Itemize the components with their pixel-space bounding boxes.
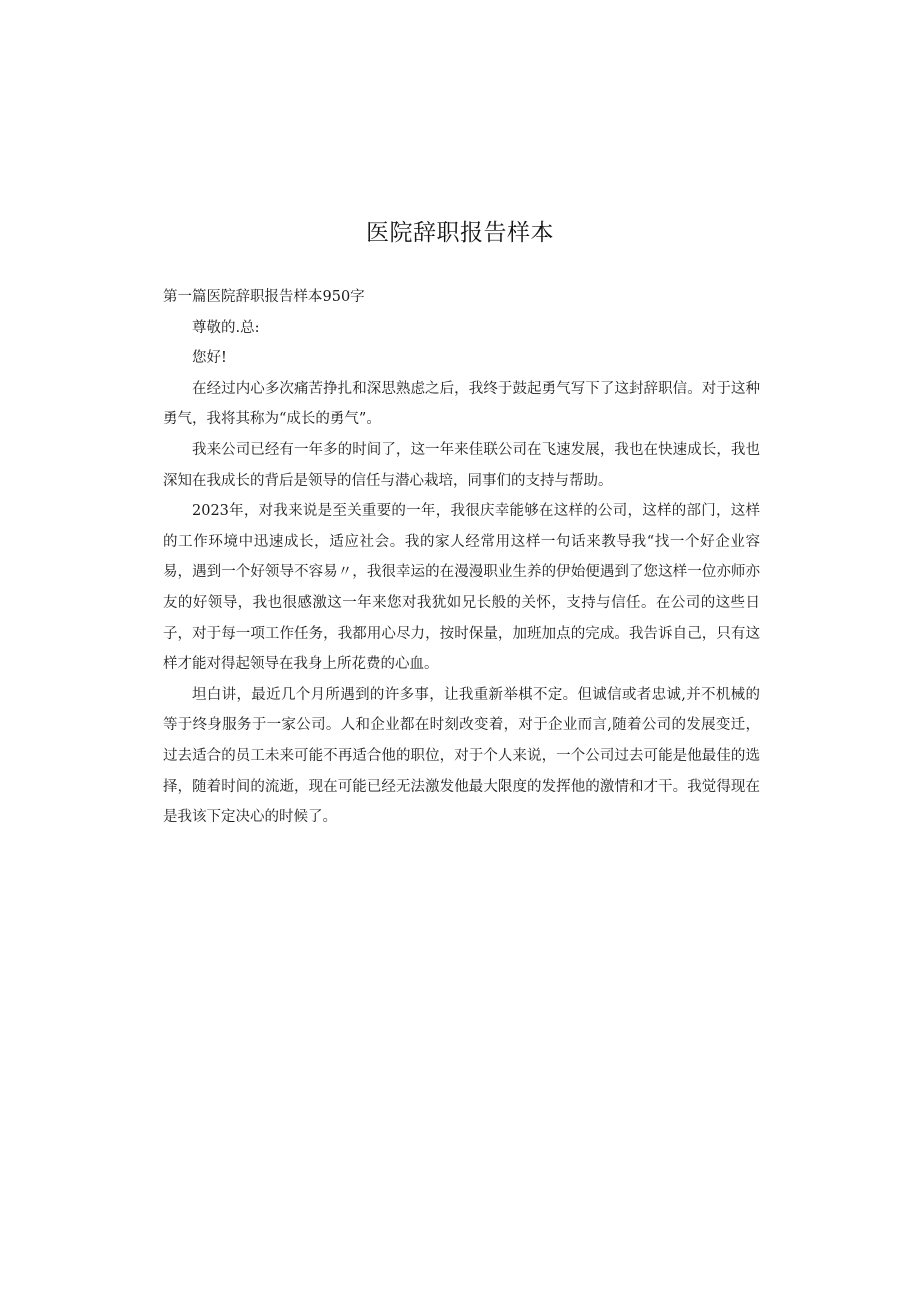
body-paragraph: 坦白讲，最近几个月所遇到的许多事，让我重新举棋不定。但诚信或者忠诚,并不机械的等于终身服务于一家公司。人和企业都在时刻改变着，对于企业而言,随着公司的发展变迁，过去适合的员工未来可能不再适合他的职位，对于个人来说，一个公司过去可能是他最佳的选择，随着时间的流逝，现在可能已经无法激发他最大限度的发挥他的激情和才干。我觉得现在是我该下定决心的时候了。 [163,686,760,826]
section-heading: 第一篇医院辞职报告样本950字 [163,289,365,305]
document-body [163,282,760,833]
body-paragraph: 我来公司已经有一年多的时间了，这一年来佳联公司在飞速发展，我也在快速成长，我也深知在我成长的背后是领导的信任与潜心栽培，同事们的支持与帮助。 [163,441,760,489]
greeting: 您好! [192,350,227,367]
body-paragraph: 在经过内心多次痛苦挣扎和深思熟虑之后，我终于鼓起勇气写下了这封辞职信。对于这种勇气，我将其称为“成长的勇气”。 [163,380,760,428]
salutation: 尊敬的.总: [192,319,260,336]
document-title: 医院辞职报告样本 [366,220,554,246]
body-paragraph: 2023年，对我来说是至关重要的一年，我很庆幸能够在这样的公司，这样的部门，这样的工作环境中迅速成长，适应社会。我的家人经常用这样一句话来教导我“找一个好企业容易，遇到一个好领导不容易〃，我很幸运的在漫漫职业生养的伊始便遇到了您这样一位亦师亦友的好领导，我也很感激这一年来您对我犹如兄长般的关怀，支持与信任。在公司的这些日子，对于每一项工作任务，我都用心尽力，按时保量，加班加点的完成。我告诉自己，只有这样才能对得起领导在我身上所花费的心血。 [163,503,760,673]
